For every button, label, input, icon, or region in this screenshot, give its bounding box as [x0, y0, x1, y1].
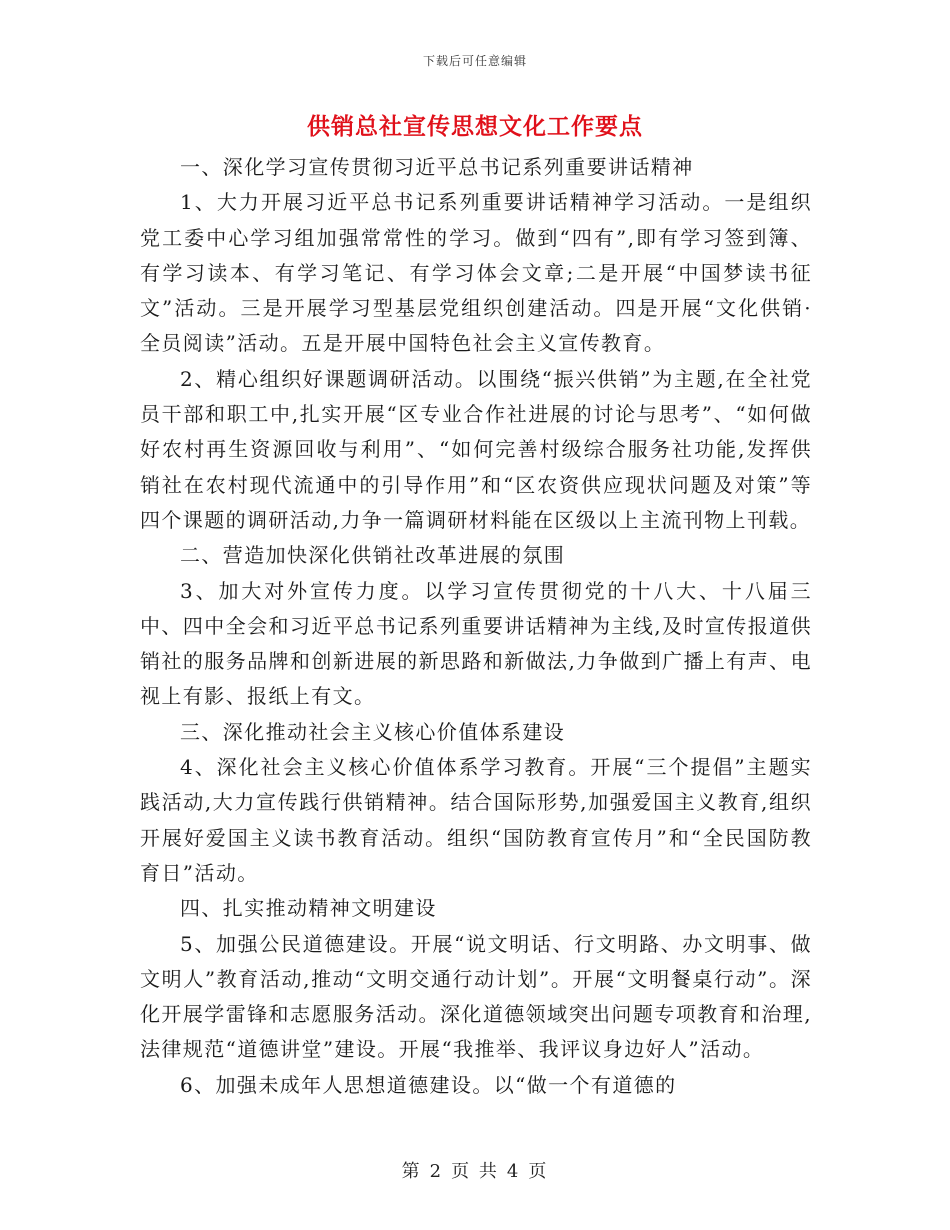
paragraph-6: 6、加强未成年人思想道德建设。以“做一个有道德的: [180, 1072, 677, 1097]
document-title: 供销总社宣传思想文化工作要点: [307, 113, 643, 140]
paragraph-4: 4、深化社会主义核心价值体系学习教育。开展“三个提倡”主题实践活动,大力宣传践行供销精神。结合国际形势,加强爱国主义教育,组织开展好爱国主义读书教育活动。组织“国防教育宣传月”和“全民国防教育日”活动。: [140, 755, 812, 885]
footer-middle: 页 共: [451, 1161, 499, 1182]
paragraph-3: 3、加大对外宣传力度。以学习宣传贯彻党的十八大、十八届三中、四中全会和习近平总书记系列重要讲话精神为主线,及时宣传报道供销社的服务品牌和创新进展的新思路和新做法,力争做到广播上有声、电视上有影、报纸上有文。: [140, 578, 812, 709]
footer-total-pages: 4: [506, 1161, 521, 1182]
footer-prefix: 第: [401, 1161, 422, 1182]
footer-page-number: 2: [429, 1161, 444, 1182]
paragraph-2: 2、精心组织好课题调研活动。以围绕“振兴供销”为主题,在全社党员干部和职工中,扎实开展“区专业合作社进展的讨论与思考”、“如何做好农村再生资源回收与利用”、“如何完善村级综合服务社功能,发挥供销社在农村现代流通中的引导作用”和“区农资供应现状问题及对策”等四个课题的调研活动,力争一篇调研材料能在区级以上主流刊物上刊载。: [140, 366, 812, 532]
paragraph-5: 5、加强公民道德建设。开展“说文明话、行文明路、办文明事、做文明人”教育活动,推动“文明交通行动计划”。开展“文明餐桌行动”。深化开展学雷锋和志愿服务活动。深化道德领域突出问题专项教育和治理,法律规范“道德讲堂”建设。开展“我推举、我评议身边好人”活动。: [140, 931, 812, 1062]
footer-suffix: 页: [528, 1161, 549, 1182]
paragraph-1: 1、大力开展习近平总书记系列重要讲话精神学习活动。一是组织党工委中心学习组加强常常性的学习。做到“四有”,即有学习签到簿、有学习读本、有学习笔记、有学习体会文章;二是开展“中国梦读书征文”活动。三是开展学习型基层党组织创建活动。四是开展“文化供销·全员阅读”活动。五是开展中国特色社会主义宣传教育。: [140, 190, 812, 356]
header-note: 下载后可任意编辑: [422, 54, 527, 68]
section-heading-4: 四、扎实推动精神文明建设: [180, 896, 437, 921]
document-body: [140, 150, 812, 1103]
page-footer: [0, 1157, 950, 1183]
section-heading-3: 三、深化推动社会主义核心价值体系建设: [180, 719, 566, 744]
section-heading-2: 二、营造加快深化供销社改革进展的氛围: [180, 543, 566, 568]
section-heading-1: 一、深化学习宣传贯彻习近平总书记系列重要讲话精神: [180, 155, 694, 179]
